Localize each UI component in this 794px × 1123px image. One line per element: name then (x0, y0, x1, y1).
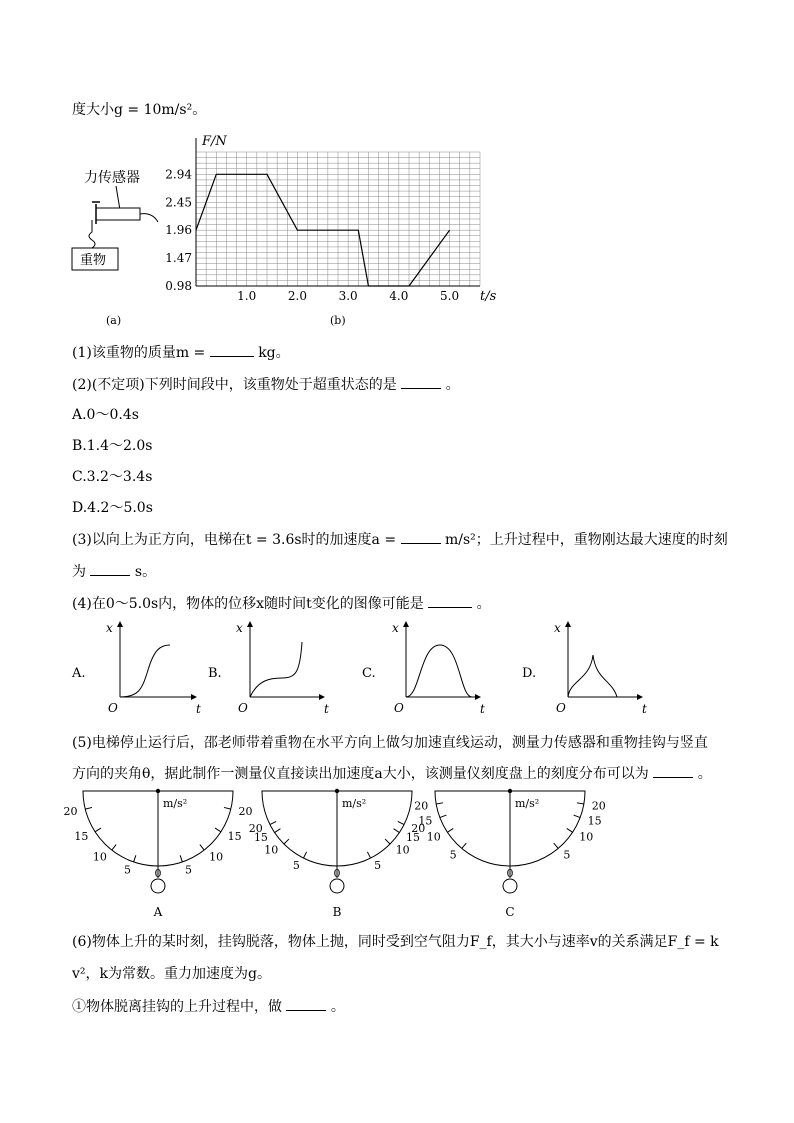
svg-text:O: O (556, 701, 566, 715)
dial-tick-label: 15 (253, 831, 268, 845)
dial-tick-label: 15 (418, 814, 433, 828)
dial-tick-label: 5 (449, 848, 457, 862)
dial-tick-label: 5 (563, 848, 571, 862)
dial-tick (394, 829, 400, 833)
chart-xlabel: t/s (480, 289, 497, 304)
dial-tick-label: 20 (411, 822, 426, 836)
caption-a: (a) (106, 314, 122, 327)
dial-tick (554, 843, 558, 848)
question-1: (1)该重物的质量m = kg。 (72, 342, 290, 363)
pendulum-bob (330, 879, 344, 893)
dial-tick-label: 10 (209, 850, 224, 864)
x-tick-label: 2.0 (287, 289, 307, 303)
dial-tick-label: 15 (227, 830, 242, 844)
dial-tick (95, 828, 101, 832)
dial-tick-label: 10 (92, 850, 107, 864)
dial-tick (284, 839, 289, 844)
dial-tick-label: 20 (238, 805, 253, 819)
dial-tick-label: 5 (374, 859, 382, 873)
dial-tick-label: 5 (185, 863, 193, 877)
dial-tick (180, 855, 182, 862)
dial-tick (270, 821, 276, 824)
question-6: (6)物体上升的某时刻，挂钩脱落，物体上抛，同时受到空气阻力F_f，其大小与速率v的关系满足F_f = k (72, 934, 719, 950)
y-tick-label: 2.45 (165, 195, 192, 210)
dial-tick (200, 845, 204, 851)
dial-tick (367, 852, 370, 858)
dial-tick-label: 20 (414, 799, 429, 813)
sensor-label: 力传感器 (84, 170, 140, 186)
question-3: (3)以向上为正方向，电梯在t = 3.6s时的加速度a = m/s²；上升过程中，重物刚达最大速度的时刻 (72, 529, 728, 550)
dial-tick (398, 821, 404, 824)
dial-tick (440, 815, 447, 817)
dial-tick (567, 828, 573, 832)
pendulum-bob (151, 879, 165, 893)
option-b: B.1.4～2.0s (72, 438, 153, 454)
x-tick-label: 1.0 (237, 289, 257, 303)
svg-text:x: x (106, 621, 113, 635)
svg-text:O: O (108, 701, 118, 715)
dial-tick-label: 5 (292, 859, 300, 873)
y-tick-label: 2.94 (165, 167, 192, 182)
dial-zero-label: 0 (154, 867, 162, 880)
dial-tick (447, 828, 453, 832)
option-c: C.3.2～3.4s (72, 469, 153, 485)
dial-tick (112, 845, 116, 851)
dial-c (414, 789, 605, 919)
svg-text:O: O (238, 701, 248, 715)
x-tick-label: 3.0 (338, 289, 358, 303)
caption-b: (b) (330, 314, 346, 327)
question-3-cont: 为 s。 (72, 561, 156, 582)
chart-ylabel: F/N (202, 134, 227, 149)
dial-tick (577, 803, 584, 804)
dial-zero-label: 0 (506, 867, 514, 880)
dial-tick-label: 20 (248, 822, 263, 836)
intro-text: 度大小g = 10m/s²。 (72, 102, 207, 118)
dial-b (249, 789, 425, 919)
svg-text:x: x (554, 621, 561, 635)
pendulum-bob (503, 879, 517, 893)
question-4: (4)在0～5.0s内，物体的位移x随时间t变化的图像可能是 。 (72, 593, 491, 614)
dial-tick-label: 20 (63, 805, 78, 819)
dial-tick-label: 10 (264, 843, 279, 857)
dial-name: A (153, 905, 163, 919)
svg-text:D.: D. (522, 666, 537, 681)
svg-text:O: O (394, 701, 404, 715)
dial-a (63, 789, 252, 919)
question-5-cont: 方向的夹角θ，据此制作一测量仪直接读出加速度a大小，该测量仪刻度盘上的刻度分布可以为 。 (72, 763, 712, 784)
dial-unit: m/s² (342, 797, 367, 810)
svg-text:x: x (236, 621, 243, 635)
svg-text:C.: C. (362, 666, 376, 681)
dial-tick-label: 15 (406, 831, 421, 845)
question-5: (5)电梯停止运行后，邵老师带着重物在水平方向上做匀加速直线运动，测量力传感器和重物挂钩与竖直 (72, 735, 708, 751)
question-6-sub1: ①物体脱离挂钩的上升过程中，做 。 (72, 996, 345, 1017)
question-2: (2)(不定项)下列时间段中，该重物处于超重状态的是 。 (72, 374, 460, 395)
dial-tick (574, 815, 581, 817)
y-tick-label: 1.96 (165, 223, 192, 238)
dial-tick-label: 10 (426, 830, 441, 844)
option-a: A.0～0.4s (72, 407, 139, 423)
dial-tick (436, 803, 443, 804)
dial-tick-label: 20 (591, 799, 606, 813)
svg-text:t: t (324, 702, 329, 716)
x-tick-label: 5.0 (440, 289, 460, 303)
dial-tick (275, 829, 281, 833)
option-d: D.4.2～5.0s (72, 500, 153, 516)
dial-tick (462, 843, 466, 848)
svg-text:B.: B. (208, 666, 222, 681)
y-tick-label: 1.47 (165, 251, 192, 266)
svg-text:t: t (480, 702, 485, 716)
dial-tick-label: 10 (579, 830, 594, 844)
dial-tick (385, 839, 390, 844)
dial-tick (303, 852, 306, 858)
dial-tick-label: 15 (74, 830, 89, 844)
dial-tick-label: 15 (587, 814, 602, 828)
dial-tick (134, 855, 136, 862)
dial-tick (85, 807, 92, 809)
svg-text:t: t (196, 702, 201, 716)
dial-tick-label: 10 (395, 843, 410, 857)
dial-unit: m/s² (515, 797, 540, 810)
dial-zero-label: 0 (333, 867, 341, 880)
dial-name: C (505, 905, 515, 919)
svg-text:x: x (392, 621, 399, 635)
dial-tick-label: 5 (123, 863, 131, 877)
dial-unit: m/s² (163, 797, 188, 810)
dial-tick (215, 828, 221, 832)
weight-label: 重物 (80, 253, 107, 268)
question-6-cont: v²，k为常数。重力加速度为g。 (72, 966, 271, 982)
svg-text:A.: A. (72, 666, 86, 681)
x-tick-label: 4.0 (389, 289, 409, 303)
y-tick-label: 0.98 (165, 279, 192, 293)
dial-name: B (332, 905, 342, 919)
dial-tick (224, 807, 231, 809)
svg-text:t: t (642, 702, 647, 716)
answer-blank-6[interactable] (286, 996, 326, 1011)
